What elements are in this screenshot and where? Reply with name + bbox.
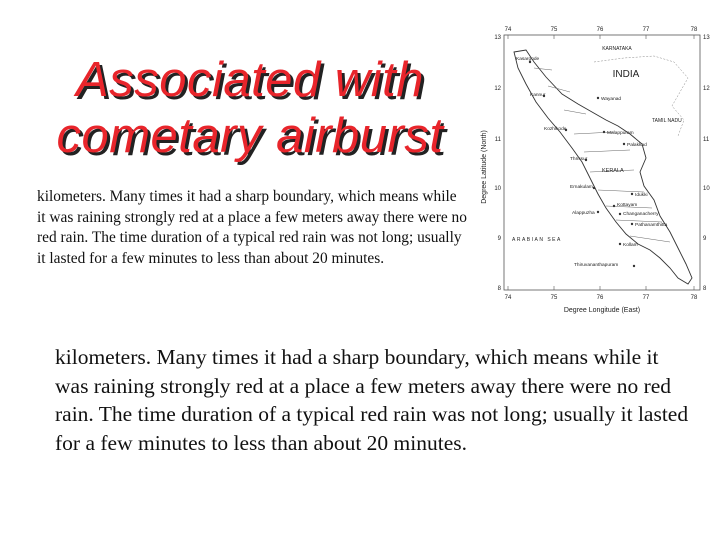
kerala-outline xyxy=(514,50,692,284)
top-tick-75: 75 xyxy=(550,27,558,33)
bottom-tick-74: 74 xyxy=(504,295,512,301)
right-tick-13: 13 xyxy=(703,35,710,41)
place-kasargode: Kasargode xyxy=(516,57,540,62)
top-tick-78: 78 xyxy=(690,27,698,33)
y-axis-title: Degree Latitude (North) xyxy=(481,130,488,204)
left-tick-12: 12 xyxy=(494,86,501,92)
place-idukki: Idukki xyxy=(635,193,648,198)
top-tick-76: 76 xyxy=(596,27,604,33)
place-thrissur: Thrissur xyxy=(570,157,588,162)
place-thiruvananthapuram: Thiruvananthapuram xyxy=(574,263,619,268)
region-arabian-sea: ARABIAN SEA xyxy=(512,237,562,243)
right-tick-11: 11 xyxy=(703,137,710,143)
place-wayanad: Wayanad xyxy=(601,97,622,102)
region-india: INDIA xyxy=(612,69,640,80)
top-tick-77: 77 xyxy=(642,27,650,33)
left-tick-10: 10 xyxy=(494,186,501,192)
place-alappuzha: Alappuzha xyxy=(572,211,595,216)
right-tick-10: 10 xyxy=(703,186,710,192)
x-axis-title: Degree Longitude (East) xyxy=(563,307,641,314)
bottom-tick-75: 75 xyxy=(550,295,558,301)
left-tick-13: 13 xyxy=(494,35,501,41)
place-palakkad: Palakkad xyxy=(627,143,647,148)
bottom-tick-78: 78 xyxy=(690,295,698,301)
state-boundary xyxy=(594,56,688,136)
slide-title xyxy=(30,52,470,164)
left-tick-8: 8 xyxy=(497,286,501,292)
place-kannur: Kannur xyxy=(530,93,546,98)
bottom-tick-77: 77 xyxy=(642,295,650,301)
quote-small: kilometers. Many times it had a sharp boundary, which means while it was raining strongly red at a place a few meters away there were no red rain. The time duration of a typical red rain was not long; usually it lasted for a few minutes to less than about 20 minutes. xyxy=(37,188,467,267)
quote-large: kilometers. Many times it had a sharp boundary, which means while it was raining strongly red at a place a few meters away there were no red rain. The time duration of a typical red rain was not long; usually it lasted for a few minutes to less than about 20 minutes. xyxy=(55,345,689,455)
right-tick-9: 9 xyxy=(703,236,707,242)
region-tamil-nadu: TAMIL NADU xyxy=(652,118,682,124)
title-line-1: Associated with xyxy=(76,53,424,107)
region-kerala: KERALA xyxy=(602,168,624,174)
right-tick-8: 8 xyxy=(703,286,707,292)
place-kollam: Kollam xyxy=(623,243,638,248)
place-kottayam: Kottayam xyxy=(617,203,638,208)
place-ernakulam: Ernakulam xyxy=(570,185,593,190)
place-pathanamthitta: Pathanamthitta xyxy=(635,223,668,228)
title-line-2: cometary airburst xyxy=(56,109,444,163)
right-tick-12: 12 xyxy=(703,86,710,92)
map-frame xyxy=(504,35,700,290)
region-karnataka: KARNATAKA xyxy=(602,46,632,52)
place-kozhikode: Kozhikode xyxy=(544,127,567,132)
bottom-tick-76: 76 xyxy=(596,295,604,301)
kerala-map xyxy=(474,22,714,322)
place-changanacherry: Changanacherry xyxy=(623,212,659,217)
place-malappuram: Malappuram xyxy=(607,131,634,136)
top-tick-74: 74 xyxy=(504,27,512,33)
left-tick-9: 9 xyxy=(497,236,501,242)
left-tick-11: 11 xyxy=(494,137,501,143)
